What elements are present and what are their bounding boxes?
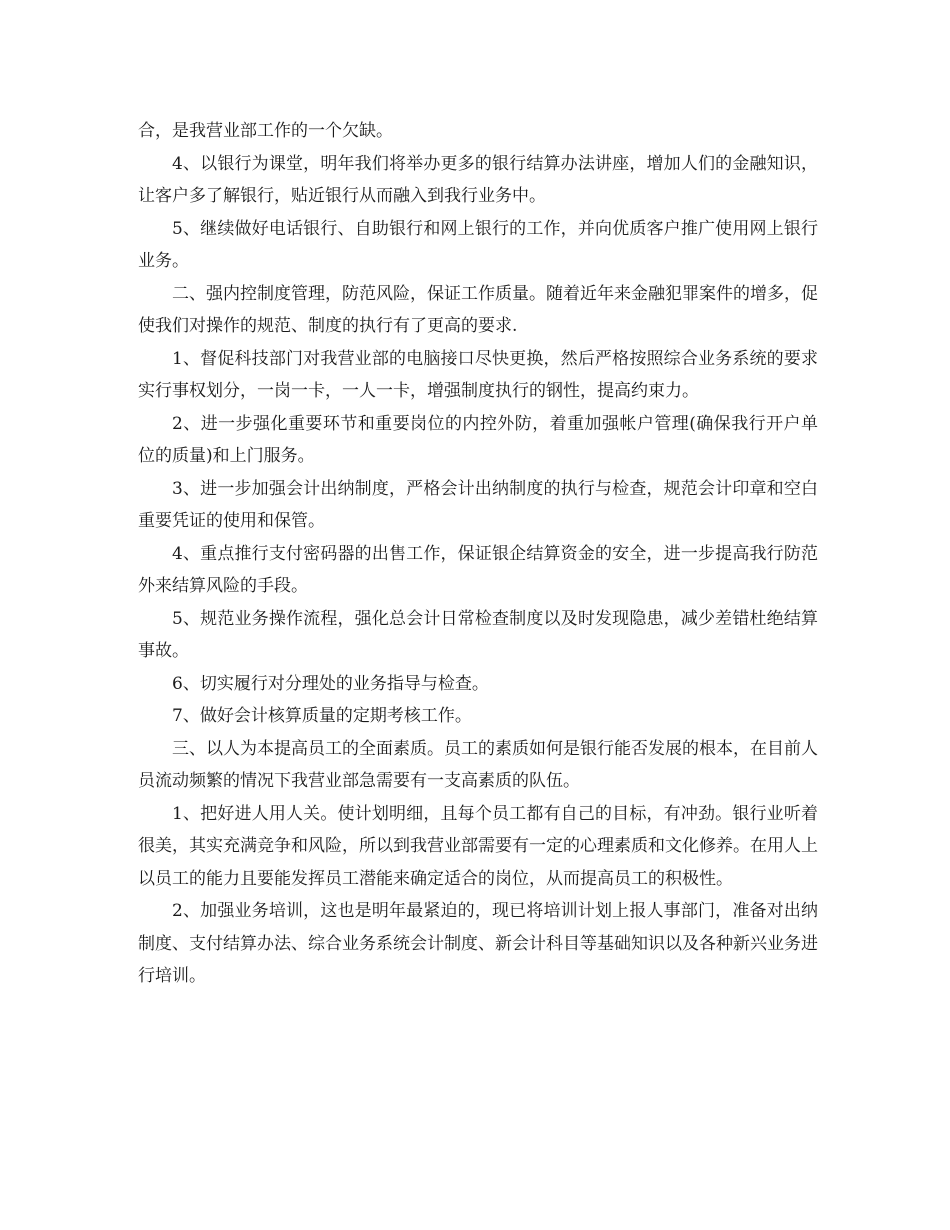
paragraph: 4、以银行为课堂，明年我们将举办更多的银行结算办法讲座，增加人们的金融知识，让客户多了解银行，贴近银行从而融入到我行业务中。 [138,153,818,206]
paragraph: 7、做好会计核算质量的定期考核工作。 [172,706,472,726]
section-heading-paragraph: 三、以人为本提高员工的全面素质。员工的素质如何是银行能否发展的根本，在目前人员流动频繁的情况下我营业部急需要有一支高素质的队伍。 [138,738,818,791]
paragraph: 2、进一步强化重要环节和重要岗位的内控外防，着重加强帐户管理(确保我行开户单位的质量)和上门服务。 [138,413,818,466]
paragraph: 3、进一步加强会计出纳制度，严格会计出纳制度的执行与检查，规范会计印章和空白重要凭证的使用和保管。 [138,478,818,531]
paragraph: 5、规范业务操作流程，强化总会计日常检查制度以及时发现隐患，减少差错杜绝结算事故。 [138,608,818,661]
paragraph: 1、督促科技部门对我营业部的电脑接口尽快更换，然后严格按照综合业务系统的要求实行事权划分，一岗一卡，一人一卡，增强制度执行的钢性，提高约束力。 [138,348,818,401]
document-body [138,115,818,993]
paragraph: 5、继续做好电话银行、自助银行和网上银行的工作，并向优质客户推广使用网上银行业务。 [138,218,818,271]
paragraph-continuation: 合，是我营业部工作的一个欠缺。 [138,121,393,141]
paragraph: 2、加强业务培训，这也是明年最紧迫的，现已将培训计划上报人事部门，准备对出纳制度、支付结算办法、综合业务系统会计制度、新会计科目等基础知识以及各种新兴业务进行培训。 [138,901,818,986]
paragraph: 1、把好进人用人关。使计划明细，且每个员工都有自己的目标，有冲劲。银行业听着很美，其实充满竞争和风险，所以到我营业部需要有一定的心理素质和文化修养。在用人上以员工的能力且要能发挥员工潜能来确定适合的岗位，从而提高员工的积极性。 [138,803,818,889]
paragraph: 4、重点推行支付密码器的出售工作，保证银企结算资金的安全，进一步提高我行防范外来结算风险的手段。 [138,543,818,596]
paragraph: 6、切实履行对分理处的业务指导与检查。 [172,673,489,694]
section-heading-paragraph: 二、强内控制度管理，防范风险，保证工作质量。随着近年来金融犯罪案件的增多，促使我们对操作的规范、制度的执行有了更高的要求. [138,283,818,336]
